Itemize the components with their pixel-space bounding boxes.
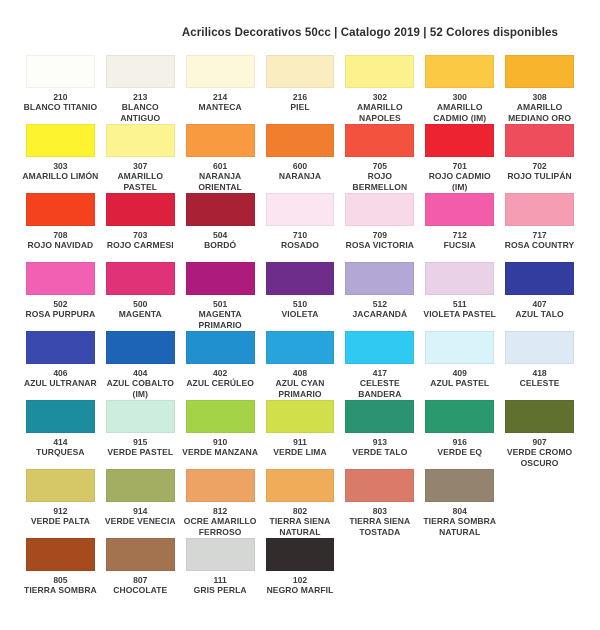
color-code: 300	[452, 92, 467, 102]
color-code: 912	[53, 506, 68, 516]
color-name: OCRE AMARILLO FERROSO	[183, 516, 257, 537]
color-item	[425, 193, 494, 262]
color-swatch	[266, 124, 335, 157]
color-code: 703	[133, 230, 148, 240]
color-item	[505, 193, 574, 262]
color-code: 111	[213, 575, 227, 585]
color-name: AZUL PASTEL	[430, 378, 490, 389]
color-code: 701	[452, 161, 467, 171]
color-code: 710	[292, 230, 308, 240]
color-code: 803	[372, 506, 387, 516]
color-item	[26, 469, 95, 538]
page-title: Acrilicos Decorativos 50cc | Catalogo 2019 | 52 Colores disponibles	[181, 27, 558, 39]
color-name: AZUL TALO	[515, 309, 564, 320]
color-item	[186, 331, 255, 400]
color-name: NARANJA	[278, 171, 322, 182]
color-swatch	[186, 538, 255, 571]
color-item	[186, 124, 255, 193]
color-code: 408	[292, 368, 308, 378]
color-name: VERDE EQ	[437, 447, 483, 458]
color-row	[26, 538, 574, 607]
color-item	[26, 262, 95, 331]
color-name: MAGENTA PRIMARIO	[198, 309, 242, 330]
color-item	[26, 331, 95, 400]
color-name: CHOCOLATE	[113, 585, 168, 596]
color-name: ROSA COUNTRY	[504, 240, 575, 251]
color-name: TIERRA SIENA NATURAL	[269, 516, 331, 537]
color-swatch	[505, 400, 574, 433]
color-swatch	[425, 331, 494, 364]
color-name: ROSA PURPURA	[25, 309, 96, 320]
color-code: 807	[133, 575, 148, 585]
color-name: ROJO TULIPÁN	[507, 171, 572, 182]
color-code: 702	[532, 161, 547, 171]
color-swatch	[106, 400, 175, 433]
color-item	[106, 400, 175, 469]
color-swatch	[186, 262, 255, 295]
color-code: 804	[452, 506, 467, 516]
color-code: 916	[452, 437, 467, 447]
color-name: CELESTE	[519, 378, 560, 389]
color-name: AMARILLO CADMIO (IM)	[433, 102, 487, 123]
color-swatch	[505, 124, 574, 157]
color-name: VIOLETA	[281, 309, 319, 320]
color-swatch	[505, 193, 574, 226]
color-item	[266, 400, 335, 469]
color-name: VIOLETA PASTEL	[423, 309, 496, 320]
color-code: 708	[53, 230, 68, 240]
color-item	[26, 193, 95, 262]
color-code: 705	[372, 161, 387, 171]
color-item	[505, 400, 574, 469]
color-name: VERDE LIMA	[273, 447, 327, 458]
color-item	[266, 262, 335, 331]
color-code: 302	[372, 92, 387, 102]
color-name: GRIS PERLA	[193, 585, 247, 596]
color-name: CELESTE BANDERA	[358, 378, 402, 399]
color-grid	[0, 39, 600, 607]
color-swatch	[266, 538, 335, 571]
color-row	[26, 469, 574, 538]
color-swatch	[505, 55, 574, 88]
color-swatch	[26, 124, 95, 157]
color-code: 404	[133, 368, 148, 378]
color-item	[425, 55, 494, 124]
color-code: 802	[292, 506, 308, 516]
color-name: AMARILLO LIMÓN	[22, 171, 99, 182]
color-item	[423, 469, 497, 538]
color-code: 712	[452, 230, 467, 240]
color-item	[106, 331, 175, 400]
color-code: 512	[372, 299, 387, 309]
color-name: AZUL CYAN PRIMARIO	[275, 378, 325, 399]
color-swatch	[345, 469, 414, 502]
color-swatch	[186, 124, 255, 157]
color-code: 308	[532, 92, 547, 102]
color-item	[345, 469, 414, 538]
color-code: 915	[133, 437, 148, 447]
color-item	[23, 55, 98, 124]
color-code: 402	[213, 368, 228, 378]
color-code: 914	[133, 506, 148, 516]
color-swatch	[345, 124, 414, 157]
color-code: 805	[53, 575, 68, 585]
color-item	[106, 469, 175, 538]
color-name: AMARILLO NAPOLES	[357, 102, 403, 123]
color-name: ROJO CADMIO (IM)	[428, 171, 491, 192]
color-row	[26, 193, 574, 262]
color-item	[425, 124, 494, 193]
color-item	[22, 124, 99, 193]
color-item	[266, 193, 335, 262]
color-swatch	[106, 262, 175, 295]
color-swatch	[26, 55, 95, 88]
color-swatch	[345, 400, 414, 433]
color-swatch	[106, 469, 175, 502]
color-name: VERDE PALTA	[30, 516, 91, 527]
color-item	[266, 331, 335, 400]
color-swatch	[266, 262, 335, 295]
color-item	[186, 262, 255, 331]
color-name: MAGENTA	[118, 309, 162, 320]
color-code: 709	[372, 230, 387, 240]
color-swatch	[425, 400, 494, 433]
color-code: 102	[292, 575, 308, 585]
color-swatch	[425, 55, 494, 88]
color-name: BLANCO TITANIO	[23, 102, 98, 113]
color-code: 501	[213, 299, 228, 309]
color-name: TIERRA SOMBRA NATURAL	[423, 516, 497, 537]
color-code: 210	[53, 92, 68, 102]
color-name: ROJO CARMESI	[106, 240, 174, 251]
color-item	[106, 193, 175, 262]
color-name: VERDE PASTEL	[107, 447, 174, 458]
color-code: 500	[133, 299, 148, 309]
color-name: AZUL COBALTO (IM)	[106, 378, 174, 399]
color-item	[345, 55, 414, 124]
color-swatch	[505, 262, 574, 295]
color-name: AZUL ULTRANAR	[24, 378, 97, 389]
color-item	[186, 55, 255, 124]
color-swatch	[26, 469, 95, 502]
color-swatch	[345, 331, 414, 364]
color-swatch	[106, 193, 175, 226]
color-code: 910	[213, 437, 228, 447]
color-name: AMARILLO PASTEL	[117, 171, 164, 192]
color-item	[26, 400, 95, 469]
color-item	[266, 469, 335, 538]
color-item	[425, 400, 494, 469]
color-code: 303	[53, 161, 68, 171]
color-name: BORDÓ	[204, 240, 237, 251]
color-swatch	[425, 193, 494, 226]
color-swatch	[266, 331, 335, 364]
color-swatch	[266, 469, 335, 502]
color-swatch	[505, 331, 574, 364]
color-swatch	[26, 331, 95, 364]
color-swatch	[106, 124, 175, 157]
color-row	[26, 400, 574, 469]
color-code: 406	[53, 368, 68, 378]
color-swatch	[186, 193, 255, 226]
color-swatch	[26, 400, 95, 433]
color-name: NEGRO MARFIL	[266, 585, 334, 596]
color-item	[345, 262, 414, 331]
color-item	[425, 331, 494, 400]
color-name: VERDE CROMO OSCURO	[506, 447, 573, 468]
color-code: 307	[133, 161, 148, 171]
color-item	[425, 262, 494, 331]
color-code: 418	[532, 368, 547, 378]
color-name: VERDE TALO	[352, 447, 408, 458]
color-item	[345, 331, 414, 400]
color-swatch	[186, 469, 255, 502]
color-code: 717	[532, 230, 547, 240]
color-swatch	[106, 55, 175, 88]
color-code: 409	[452, 368, 467, 378]
color-swatch	[26, 538, 95, 571]
color-row	[23, 55, 574, 124]
color-name: TIERRA SOMBRA	[24, 585, 97, 596]
color-code: 502	[53, 299, 68, 309]
color-swatch	[186, 331, 255, 364]
color-item	[106, 262, 175, 331]
color-item	[183, 469, 257, 538]
color-name: PIEL	[290, 102, 310, 113]
color-item	[505, 124, 574, 193]
color-name: TURQUESA	[36, 447, 85, 458]
color-item	[266, 124, 335, 193]
color-name: AMARILLO MEDIANO ORO	[508, 102, 572, 123]
color-swatch	[425, 124, 494, 157]
color-item	[345, 193, 414, 262]
color-code: 417	[372, 368, 387, 378]
color-swatch	[266, 55, 335, 88]
color-code: 511	[452, 299, 467, 309]
color-code: 913	[372, 437, 387, 447]
color-name: ROJO NAVIDAD	[27, 240, 94, 251]
color-swatch	[345, 193, 414, 226]
color-code: 216	[292, 92, 308, 102]
color-item	[345, 124, 414, 193]
color-swatch	[425, 262, 494, 295]
color-item	[186, 193, 255, 262]
color-swatch	[106, 331, 175, 364]
color-swatch	[345, 262, 414, 295]
color-item	[505, 331, 574, 400]
color-item	[106, 124, 175, 193]
color-name: ROSADO	[281, 240, 319, 251]
color-name: TIERRA SIENA TOSTADA	[349, 516, 411, 537]
color-code: 414	[53, 437, 68, 447]
color-name: ROSA VICTORIA	[345, 240, 415, 251]
color-swatch	[106, 538, 175, 571]
color-name: BLANCO ANTIGUO	[120, 102, 161, 123]
color-code: 600	[292, 161, 308, 171]
color-swatch	[425, 469, 494, 502]
color-name: MANTECA	[198, 102, 242, 113]
color-item	[266, 538, 335, 607]
color-swatch	[186, 55, 255, 88]
color-name: ROJO BERMELLON	[352, 171, 408, 192]
color-name: JACARANDÁ	[352, 309, 408, 320]
color-row	[22, 124, 574, 193]
color-name: AZUL CERÚLEO	[186, 378, 254, 389]
color-item	[106, 55, 175, 124]
color-swatch	[186, 400, 255, 433]
color-item	[345, 400, 414, 469]
color-item	[26, 538, 95, 607]
color-name: FUCSIA	[443, 240, 476, 251]
color-row	[26, 331, 574, 400]
color-code: 213	[133, 92, 148, 102]
color-code: 510	[292, 299, 308, 309]
color-name: VERDE VENECIA	[104, 516, 176, 527]
color-code: 812	[213, 506, 228, 516]
color-code: 601	[213, 161, 228, 171]
color-swatch	[345, 55, 414, 88]
color-swatch	[266, 193, 335, 226]
color-item	[505, 262, 574, 331]
color-item	[505, 55, 574, 124]
color-code: 407	[532, 299, 547, 309]
color-row	[26, 262, 574, 331]
color-swatch	[26, 262, 95, 295]
color-name: VERDE MANZANA	[182, 447, 259, 458]
color-code: 907	[532, 437, 547, 447]
color-code: 911	[293, 437, 307, 447]
color-code: 214	[213, 92, 228, 102]
color-item	[186, 538, 255, 607]
color-item	[266, 55, 335, 124]
color-item	[106, 538, 175, 607]
color-swatch	[266, 400, 335, 433]
color-item	[182, 400, 259, 469]
color-name: NARANJA ORIENTAL	[198, 171, 242, 192]
color-code: 504	[213, 230, 228, 240]
color-swatch	[26, 193, 95, 226]
